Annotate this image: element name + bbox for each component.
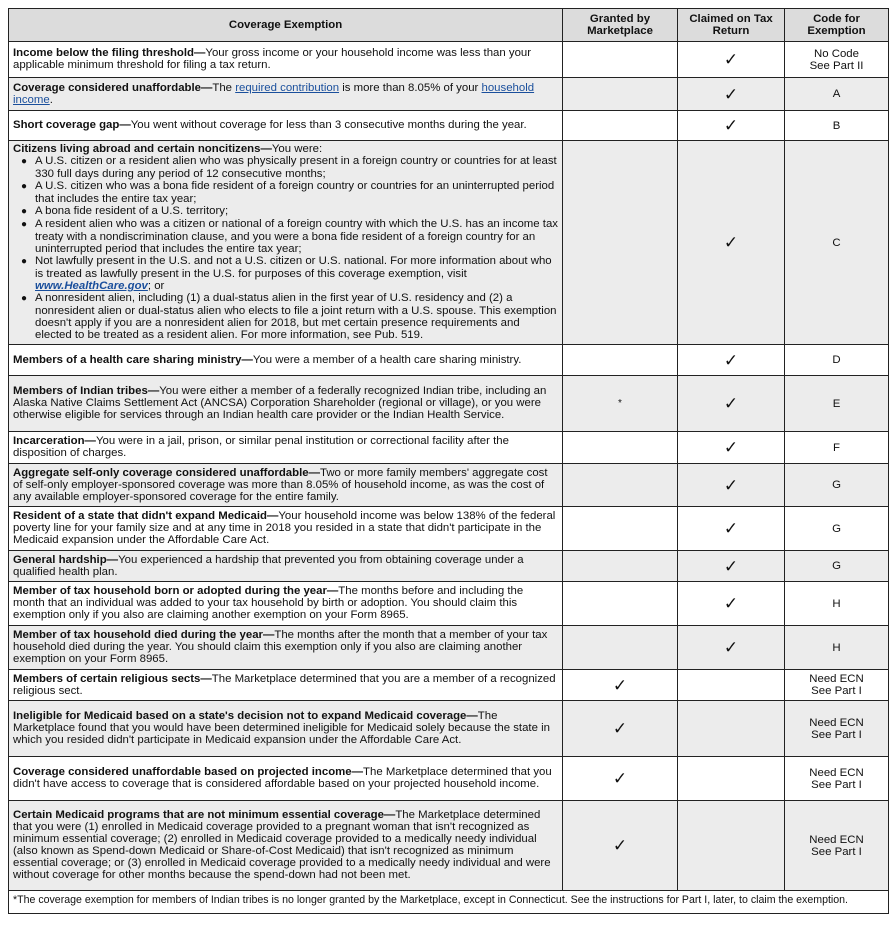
- table-row: [9, 670, 889, 701]
- table-row: [9, 507, 889, 551]
- claimed-cell: [678, 376, 785, 432]
- bullet-icon: ●: [20, 156, 28, 167]
- exemption-title: Coverage considered unaffordable based on projected income—: [13, 766, 364, 778]
- exemption-description: [9, 376, 563, 432]
- exemption-code: E: [785, 376, 889, 432]
- exemption-text: You were either a member of a federally recognized Indian tribe, including an Alaska Native Claims Settlement Act (ANCSA) Corporation Shareholder (regional or village), or you were otherwise eligible for services through an Indian health care provider or the Indian Health Service.: [13, 385, 547, 421]
- exemption-title: Members of a health care sharing ministry—: [13, 353, 253, 366]
- exemption-title: Member of tax household died during the year—: [13, 629, 275, 641]
- claimed-cell: [678, 801, 785, 891]
- exemption-code: C: [785, 141, 889, 345]
- list-item-text: A U.S. citizen or a resident alien who was physically present in a foreign country or countries for at least 330 full days during any period of 12 consecutive months;: [35, 155, 557, 180]
- household-income-link[interactable]: household income: [13, 81, 535, 106]
- granted-cell: [563, 670, 678, 701]
- code-line-2: See Part I: [811, 845, 862, 858]
- exemption-code: [785, 670, 889, 701]
- exemption-description: [9, 345, 563, 376]
- exemption-text: You were in a jail, prison, or similar penal institution or correctional facility after the disposition of charges.: [13, 435, 509, 459]
- bullet-icon: ●: [20, 256, 28, 267]
- required-contribution-link[interactable]: required contribution: [235, 81, 340, 94]
- exemption-title: Member of tax household born or adopted during the year—: [13, 585, 339, 597]
- exemption-code: H: [785, 582, 889, 626]
- exemption-text: You went without coverage for less than 3 consecutive months during the year.: [130, 119, 527, 131]
- claimed-cell: [678, 670, 785, 701]
- table-row: [9, 801, 889, 891]
- table-row: [9, 701, 889, 757]
- table-row: [9, 345, 889, 376]
- table-row: [9, 376, 889, 432]
- exemption-text: Your gross income or your household income was less than your applicable minimum threshold for filing a tax return.: [13, 47, 532, 71]
- exemption-description: [9, 670, 563, 701]
- claimed-cell: [678, 111, 785, 141]
- exemption-description: [9, 78, 563, 111]
- check-icon: ✓: [612, 836, 628, 855]
- exemption-text: You were a member of a health care sharing ministry.: [252, 353, 522, 366]
- code-line-1: Need ECN: [809, 766, 864, 779]
- exemption-description: [9, 551, 563, 582]
- exemption-title: Certain Medicaid programs that are not minimum essential coverage—: [13, 809, 396, 821]
- exemption-title: Resident of a state that didn't expand Medicaid—: [13, 510, 279, 522]
- list-item: [13, 155, 558, 180]
- claimed-cell: [678, 551, 785, 582]
- exemption-title: Ineligible for Medicaid based on a state's decision not to expand Medicaid coverage—: [13, 710, 478, 722]
- table-row: [9, 78, 889, 111]
- exemption-code: [785, 701, 889, 757]
- exemption-description: [9, 507, 563, 551]
- footnote: *The coverage exemption for members of Indian tribes is no longer granted by the Marketplace, except in Connecticut. See the instructions for Part I, later, to claim the exemption.: [9, 891, 889, 914]
- exemption-title: Incarceration—: [13, 435, 96, 447]
- header-granted-by-marketplace: Granted by Marketplace: [563, 9, 678, 42]
- code-line-1: Need ECN: [809, 833, 864, 846]
- granted-cell: [563, 551, 678, 582]
- coverage-exemption-table-wrapper: [8, 8, 888, 914]
- table-row: [9, 582, 889, 626]
- granted-cell: [563, 345, 678, 376]
- granted-cell: [563, 111, 678, 141]
- granted-cell: [563, 141, 678, 345]
- check-icon: ✓: [723, 638, 739, 657]
- exemption-code: G: [785, 551, 889, 582]
- granted-cell: [563, 464, 678, 507]
- exemption-text: You were:: [271, 143, 323, 155]
- table-row: [9, 626, 889, 670]
- check-icon: ✓: [723, 50, 739, 69]
- exemption-code: D: [785, 345, 889, 376]
- check-icon: ✓: [612, 769, 628, 788]
- granted-cell: [563, 78, 678, 111]
- exemption-description: [9, 801, 563, 891]
- header-claimed-on-tax-return: Claimed on Tax Return: [678, 9, 785, 42]
- code-line-1: No Code: [814, 47, 859, 60]
- exemption-description: [9, 111, 563, 141]
- table-row: [9, 551, 889, 582]
- granted-cell: [563, 582, 678, 626]
- check-icon: ✓: [612, 719, 628, 738]
- table-row: [9, 42, 889, 78]
- exemption-text: The months after the month that a member of your tax household died during the year. You should claim this exemption only if you also are claiming another exemption on your Form 8965.: [13, 629, 548, 665]
- exemption-code: B: [785, 111, 889, 141]
- exemption-description: [9, 42, 563, 78]
- granted-cell: [563, 801, 678, 891]
- asterisk-marker: *: [618, 397, 622, 409]
- exemption-text: is more than 8.05% of your: [339, 81, 482, 94]
- list-item: [13, 292, 558, 341]
- exemption-text: .: [49, 93, 53, 106]
- claimed-cell: [678, 42, 785, 78]
- exemption-code: [785, 801, 889, 891]
- code-line-1: Need ECN: [809, 673, 864, 685]
- exemption-code: [785, 42, 889, 78]
- code-line-2: See Part I: [811, 728, 862, 741]
- check-icon: ✓: [723, 475, 739, 495]
- exemption-code: H: [785, 626, 889, 670]
- exemption-title: Aggregate self-only coverage considered unaffordable—: [13, 466, 320, 479]
- exemption-text: The Marketplace determined that you are a member of a recognized religious sect.: [13, 672, 556, 697]
- claimed-cell: [678, 345, 785, 376]
- exemption-title: Citizens living abroad and certain noncitizens—: [13, 143, 272, 155]
- exemption-title: General hardship—: [13, 553, 119, 566]
- exemption-description: [9, 701, 563, 757]
- exemption-description: [9, 464, 563, 507]
- exemption-description: [9, 582, 563, 626]
- exemption-text: The months before and including the month that an individual was added to your tax household by birth or adoption. You should claim this exemption only if you also are claiming another exemption on your Form 8965.: [13, 585, 524, 621]
- claimed-cell: [678, 757, 785, 801]
- granted-cell: [563, 376, 678, 432]
- check-icon: ✓: [612, 675, 628, 695]
- check-icon: ✓: [723, 233, 739, 252]
- exemption-text: The Marketplace found that you would have been determined ineligible for Medicaid solely because the state in which you resided didn't participate in Medicaid expansion under the Affordable Care Act.: [13, 710, 550, 746]
- exemption-text: You experienced a hardship that prevented you from obtaining coverage under a qualified health plan.: [13, 553, 524, 578]
- exemption-description: [9, 626, 563, 670]
- list-item-text: Not lawfully present in the U.S. and not a U.S. citizen or U.S. national. For more information about who is treated as lawfully present in the U.S. for purposes of this coverage exemption, visit: [35, 255, 552, 280]
- table-row: [9, 464, 889, 507]
- claimed-cell: [678, 141, 785, 345]
- exemption-text: The: [212, 81, 236, 94]
- claimed-cell: [678, 582, 785, 626]
- exemption-title: Members of Indian tribes—: [13, 385, 160, 397]
- check-icon: ✓: [723, 84, 739, 104]
- bullet-icon: ●: [20, 293, 28, 304]
- code-line-1: Need ECN: [809, 716, 864, 729]
- check-icon: ✓: [723, 438, 739, 457]
- exemption-description: [9, 141, 563, 345]
- exemption-code: [785, 757, 889, 801]
- exemption-title: Members of certain religious sects—: [13, 672, 212, 685]
- claimed-cell: [678, 626, 785, 670]
- claimed-cell: [678, 507, 785, 551]
- list-item: [13, 180, 558, 205]
- granted-cell: [563, 42, 678, 78]
- granted-cell: [563, 757, 678, 801]
- list-item-text: A U.S. citizen who was a bona fide resident of a foreign country or countries for an uninterrupted period that includes the entire tax year;: [35, 180, 555, 205]
- granted-cell: [563, 432, 678, 464]
- healthcare-gov-link[interactable]: www.HealthCare.gov: [35, 280, 148, 292]
- list-item: [13, 218, 558, 255]
- bullet-icon: ●: [20, 206, 28, 217]
- exemption-text: The Marketplace determined that you were (1) enrolled in Medicaid coverage provided to a pregnant woman that isn't recognized as minimum essential coverage; (2) enrolled in Medicaid coverage provided to a medically needy individual (also known as Spend-down Medicaid or Share-of-Cost Medicaid) that isn't recognized as minimum essential coverage; or (3) enrolled in Medicaid coverage provided to a medically needy individual and were without coverage for other months because the spend-down had not been met.: [13, 809, 551, 881]
- claimed-cell: [678, 78, 785, 111]
- check-icon: ✓: [723, 350, 739, 370]
- claimed-cell: [678, 701, 785, 757]
- code-line-2: See Part I: [811, 685, 862, 697]
- exemption-description: [9, 757, 563, 801]
- list-item-text: A resident alien who was a citizen or national of a foreign country with which the U.S. has an income tax treaty with a nondiscrimination clause, and you were a bona fide resident of a foreign country for an uninterrupted period that includes the entire tax year;: [35, 218, 558, 255]
- exemption-title: Coverage considered unaffordable—: [13, 81, 213, 94]
- bullet-icon: ●: [20, 181, 28, 192]
- footnote-row: [9, 891, 889, 914]
- exemption-text: Your household income was below 138% of the federal poverty line for your family size and at any time in 2018 you resided in a state that didn't participate in the Medicaid expansion under the Affordable Care Act.: [13, 510, 556, 546]
- list-item-text: ; or: [147, 280, 165, 292]
- exemption-code: F: [785, 432, 889, 464]
- granted-cell: [563, 626, 678, 670]
- claimed-cell: [678, 432, 785, 464]
- header-code-for-exemption: Code for Exemption: [785, 9, 889, 42]
- exemption-text: Two or more family members' aggregate cost of self-only employer-sponsored coverage was more than 8.05% of household income, as was the cost of any available employer-sponsored coverage for the entire family.: [13, 466, 548, 503]
- table-row: [9, 111, 889, 141]
- check-icon: ✓: [723, 116, 739, 135]
- table-row: [9, 757, 889, 801]
- check-icon: ✓: [723, 556, 739, 576]
- header-coverage-exemption: Coverage Exemption: [9, 9, 563, 42]
- exemption-description: [9, 432, 563, 464]
- granted-cell: [563, 507, 678, 551]
- code-line-2: See Part I: [811, 778, 862, 791]
- list-item-text: A nonresident alien, including (1) a dual-status alien in the first year of U.S. residency and (2) a nonresident alien or dual-status alien who elects to file a joint return with a U.S. spouse. This exemption doesn't apply if you are a nonresident alien for 2018, but met certain presence requirements and elected to be treated as a resident alien. For more information, see Pub. 519.: [35, 292, 557, 341]
- granted-cell: [563, 701, 678, 757]
- exemption-text: The Marketplace determined that you didn't have access to coverage that is considered affordable based on your projected household income.: [13, 766, 552, 790]
- list-item: [13, 205, 558, 218]
- exemption-code: G: [785, 507, 889, 551]
- table-row: [9, 432, 889, 464]
- exemption-title: Short coverage gap—: [13, 119, 131, 131]
- bullet-icon: ●: [20, 219, 28, 230]
- list-item: [13, 255, 558, 292]
- coverage-exemption-table: [8, 8, 889, 914]
- list-item-text: A bona fide resident of a U.S. territory;: [35, 205, 229, 217]
- exemption-title: Income below the filing threshold—: [13, 47, 206, 59]
- check-icon: ✓: [723, 594, 739, 613]
- exemption-code: A: [785, 78, 889, 111]
- check-icon: ✓: [723, 394, 739, 413]
- table-row: [9, 141, 889, 345]
- table-header-row: [9, 9, 889, 42]
- code-line-2: See Part II: [809, 59, 864, 72]
- exemption-code: G: [785, 464, 889, 507]
- claimed-cell: [678, 464, 785, 507]
- check-icon: ✓: [723, 519, 739, 538]
